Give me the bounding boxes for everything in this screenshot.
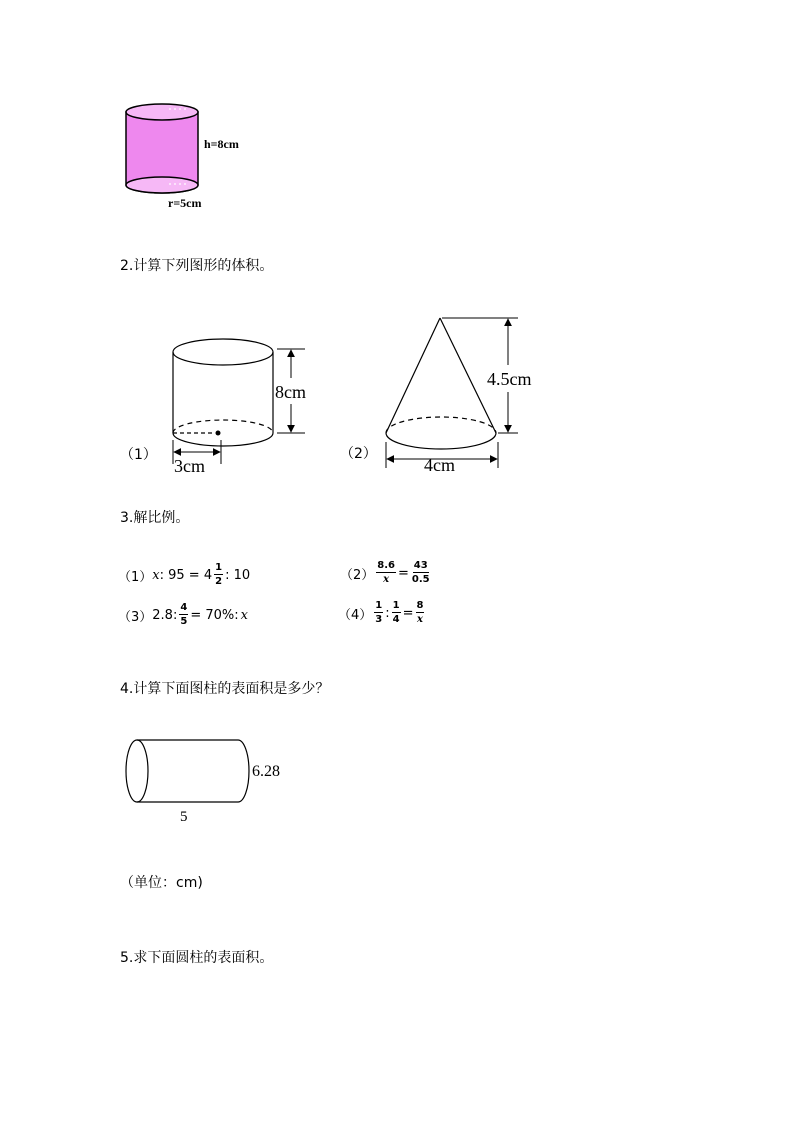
fraction-denominator: x [383,574,390,585]
fraction-numerator: 8 [416,600,424,611]
radius-label: r=5cm [168,196,202,210]
fraction-numerator: 1 [392,600,400,611]
proportion-1-index: （1） [118,569,153,585]
fraction-denominator: 3 [375,614,383,625]
cylinder-radius-label: 3cm [174,456,205,476]
proportion-3-variable: x [240,607,248,623]
proportion-1-variable: x [152,567,160,583]
proportion-3-fraction [179,603,188,627]
fraction-numerator: 8.6 [377,560,395,571]
horizontal-cylinder-figure [120,735,255,810]
proportion-3 [118,603,248,627]
proportion-2-equals: = [398,565,409,581]
cone-diameter-label: 4cm [424,455,455,475]
fraction-denominator: 4 [392,614,400,625]
proportion-1-fraction [214,563,223,587]
proportion-2-fraction-left [376,561,396,585]
proportion-2-fraction-right [411,561,431,585]
proportion-4 [338,601,426,625]
figure-1-index: （1） [120,447,157,463]
proportion-3-index: （3） [118,609,153,625]
cone-height-label: 4.5cm [487,369,532,389]
fraction-numerator: 1 [375,600,383,611]
question-4-title: 4.计算下面图柱的表面积是多少？ [120,681,330,697]
figure-2-index: （2） [340,446,377,462]
fraction-denominator: 2 [215,576,223,587]
proportion-3-lead: 2.8: [152,607,178,623]
fraction-denominator: 5 [180,616,188,627]
proportion-4-colon: : [385,605,390,621]
pink-cylinder-figure [118,95,208,195]
proportion-4-fraction-3 [416,601,425,625]
proportion-1 [118,563,250,587]
question-3-title: 3.解比例。 [120,510,190,526]
proportion-2-index: （2） [340,567,375,583]
cylinder-height-label: 8cm [275,382,306,402]
proportion-4-index: （4） [338,607,373,623]
cylinder-diameter-label: 6.28 [252,763,280,780]
fraction-denominator: x [417,614,423,625]
fraction-denominator: 0.5 [411,574,430,585]
proportion-4-equals: = [402,605,414,621]
unit-note: （单位：cm) [120,875,203,891]
fraction-numerator: 1 [215,562,223,573]
cylinder-length-label: 5 [180,809,188,825]
proportion-4-fraction-2 [392,601,401,625]
proportion-1-lhs: : 95 = 4 [159,567,213,583]
proportion-2 [340,561,433,585]
question-2-title: 2.计算下列图形的体积。 [120,258,274,274]
question-5-title: 5.求下面圆柱的表面积。 [120,950,274,966]
proportion-3-rest: = 70%: [190,607,239,623]
proportion-1-rhs: : 10 [225,567,251,583]
cone-figure [380,310,530,475]
fraction-numerator: 43 [413,560,428,571]
height-label: h=8cm [204,137,239,151]
fraction-numerator: 4 [180,602,188,613]
proportion-4-fraction-1 [374,601,383,625]
